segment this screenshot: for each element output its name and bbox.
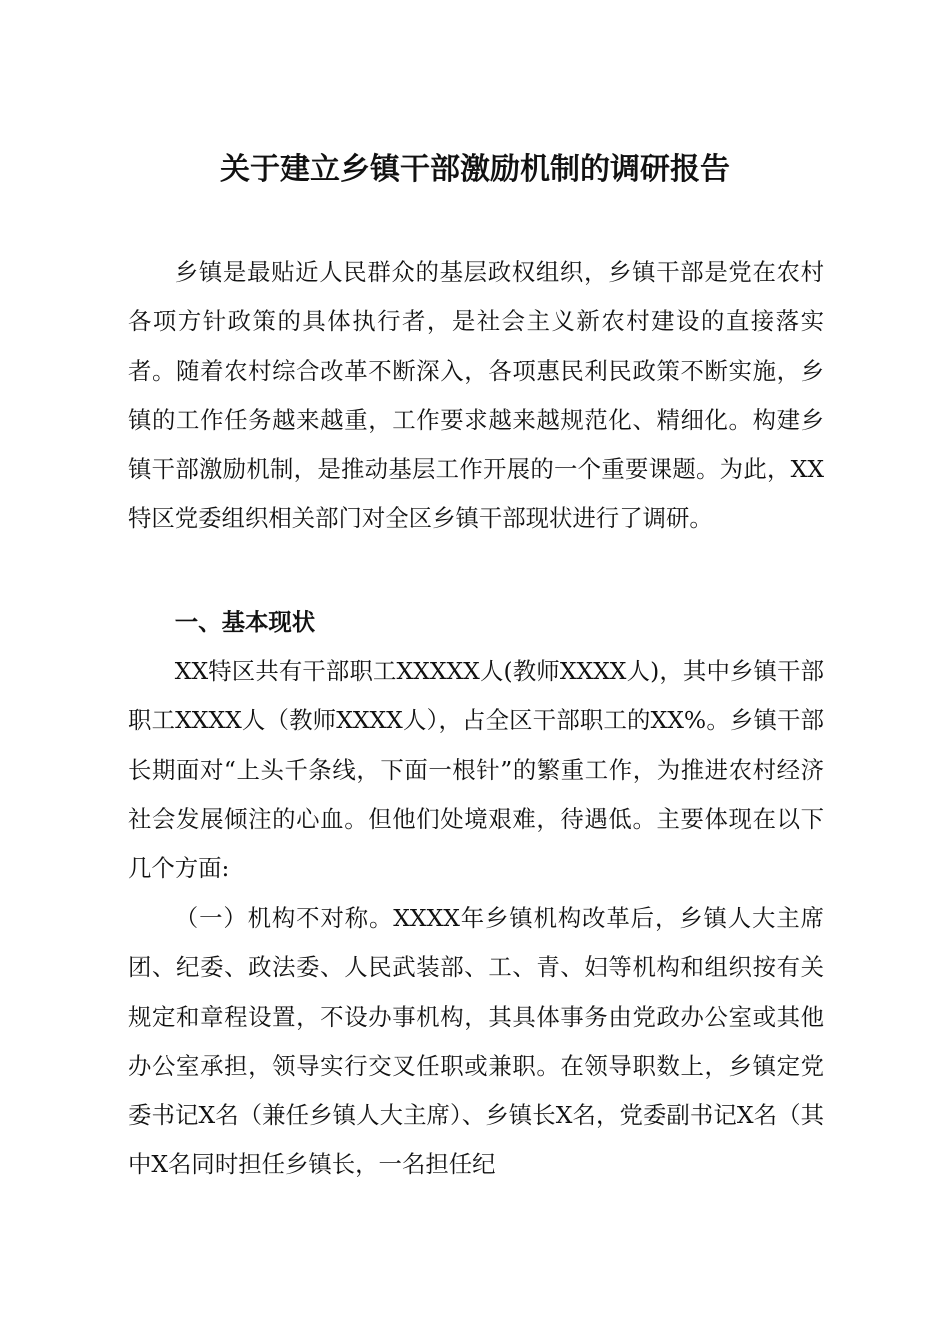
document-title: 关于建立乡镇干部激励机制的调研报告 — [220, 152, 730, 187]
paragraph-institution-asymmetry: （一）机构不对称。XXXX年乡镇机构改革后，乡镇人大主席团、纪委、政法委、人民武装部、工、青、妇等机构和组织按有关规定和章程设置，不设办事机构，其具体事务由党政办公室或其他办公室承担，领导实行交叉任职或兼职。在领导职数上，乡镇定党委书记X名（兼任乡镇人大主席）、乡镇长X名，党委副书记X名（其中X名同时担任乡镇长，一名担任纪 — [128, 904, 824, 1179]
paragraph-intro: 乡镇是最贴近人民群众的基层政权组织，乡镇干部是党在农村各项方针政策的具体执行者，是社会主义新农村建设的直接落实者。随着农村综合改革不断深入，各项惠民利民政策不断实施，乡镇的工作任务越来越重，工作要求越来越规范化、精细化。构建乡镇干部激励机制，是推动基层工作开展的一个重要课题。为此，XX特区党委组织相关部门对全区乡镇干部现状进行了调研。 — [128, 258, 824, 533]
section-heading-basic-status: 一、基本现状 — [174, 608, 316, 636]
paragraph-basic-status: XX特区共有干部职工XXXXX人(教师XXXX人)，其中乡镇干部职工XXXX人（教师XXXX人），占全区干部职工的XX%。乡镇干部长期面对“上头千条线，下面一根针”的繁重工作，为推进农村经济社会发展倾注的心血。但他们处境艰难，待遇低。主要体现在以下几个方面: — [128, 657, 824, 883]
